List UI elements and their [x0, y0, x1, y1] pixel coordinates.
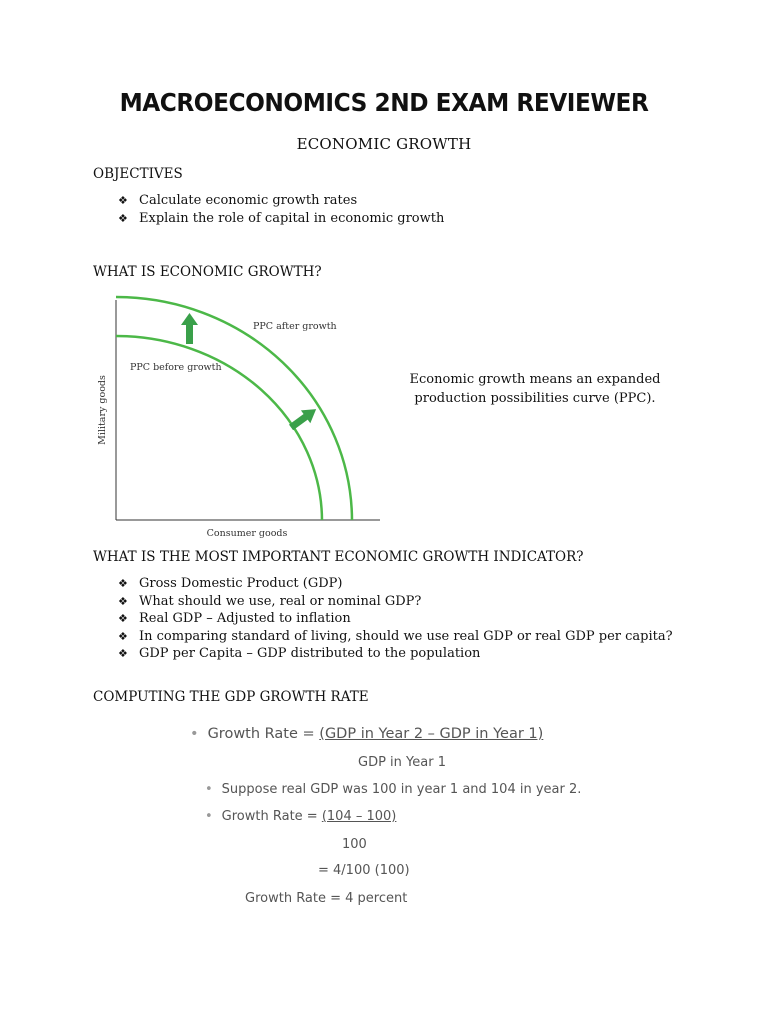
list-item: ❖ Calculate economic growth rates	[118, 193, 358, 208]
document-title: MACROECONOMICS 2ND EXAM REVIEWER	[119, 88, 649, 117]
formula-denominator: GDP in Year 1	[358, 755, 446, 770]
x-axis-label: Consumer goods	[206, 528, 288, 539]
upward-arrow-icon	[181, 313, 198, 344]
diamond-bullet-icon: ❖	[118, 612, 128, 625]
diagonal-arrow-icon	[286, 403, 320, 434]
bullet-icon: •	[205, 809, 213, 824]
diamond-bullet-icon: ❖	[118, 211, 128, 225]
diamond-bullet-icon: ❖	[118, 629, 128, 643]
bullet-icon: •	[190, 726, 199, 742]
example-formula: • Growth Rate = (104 – 100)	[205, 809, 397, 824]
indicator-heading: WHAT IS THE MOST IMPORTANT ECONOMIC GROWTH INDICATOR?	[93, 549, 584, 565]
section-subtitle: ECONOMIC GROWTH	[296, 135, 472, 153]
list-item: ❖ Real GDP – Adjusted to inflation	[118, 611, 351, 626]
example-numerator: (104 – 100)	[321, 809, 397, 824]
list-item: ❖ GDP per Capita – GDP distributed to the population	[118, 646, 481, 661]
y-axis-label: Military goods	[97, 375, 108, 445]
computing-heading: COMPUTING THE GDP GROWTH RATE	[93, 689, 369, 705]
example-denominator: 100	[342, 837, 367, 852]
ppc-after-label: PPC after growth	[253, 321, 337, 332]
diamond-bullet-icon: ❖	[118, 577, 128, 590]
list-item: ❖ Gross Domestic Product (GDP)	[118, 576, 343, 591]
diamond-bullet-icon: ❖	[118, 647, 128, 660]
list-item: ❖ What should we use, real or nominal GDP?	[118, 593, 422, 609]
example-step: = 4/100 (100)	[318, 863, 410, 878]
growth-rate-formula: • Growth Rate = (GDP in Year 2 – GDP in Year 1)	[190, 726, 544, 742]
objectives-heading: OBJECTIVES	[93, 166, 183, 182]
indicator-list	[118, 575, 673, 663]
example-result: Growth Rate = 4 percent	[245, 891, 408, 906]
diamond-bullet-icon: ❖	[118, 594, 128, 608]
diamond-bullet-icon: ❖	[118, 194, 128, 207]
bullet-icon: •	[205, 782, 213, 797]
list-item: ❖ Explain the role of capital in economic growth	[118, 210, 445, 226]
ppc-caption: Economic growth means an expanded production possibilities curve (PPC).	[409, 372, 661, 406]
ppc-before-label: PPC before growth	[130, 362, 222, 373]
ppc-diagram	[90, 288, 390, 540]
formula-numerator: (GDP in Year 2 – GDP in Year 1)	[319, 726, 544, 742]
list-item: ❖ In comparing standard of living, should we use real GDP or real GDP per capita?	[118, 628, 673, 644]
objectives-list	[118, 192, 444, 227]
example-assumption: • Suppose real GDP was 100 in year 1 and 104 in year 2.	[205, 782, 582, 797]
what-is-growth-heading: WHAT IS ECONOMIC GROWTH?	[93, 264, 322, 280]
